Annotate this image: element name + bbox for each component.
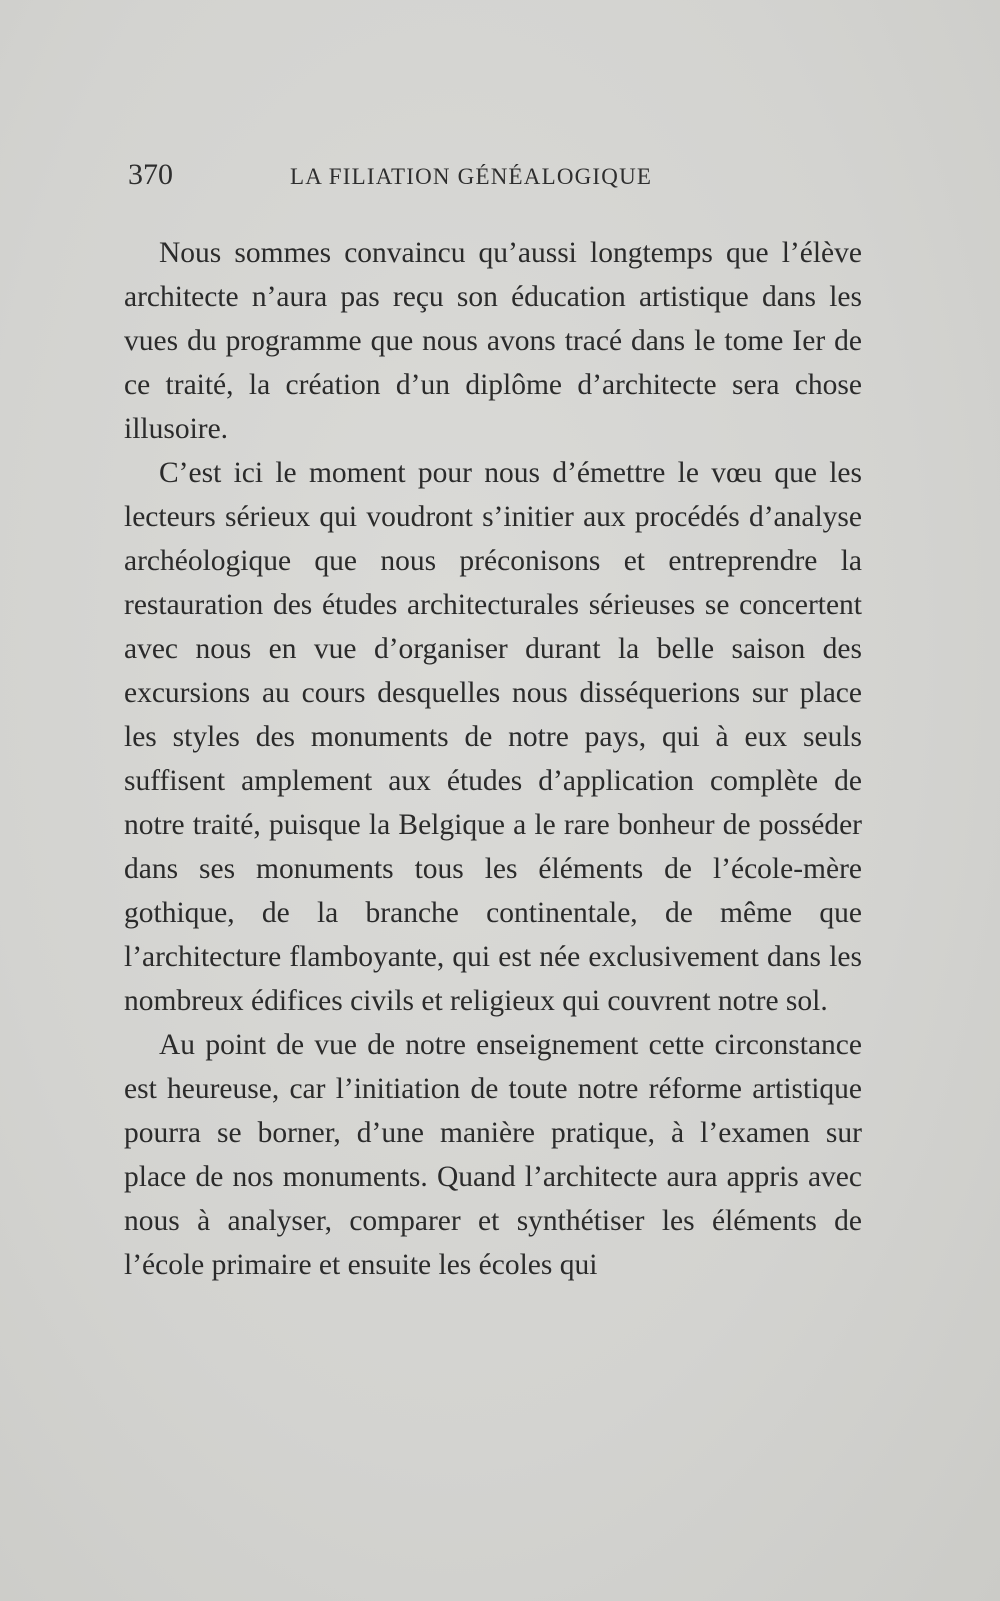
page-number: 370	[128, 158, 173, 191]
paragraph-2: C’est ici le moment pour nous d’émettre le vœu que les lecteurs sérieux qui voudront s’initier aux procédés d’analyse archéologique que nous préconisons et entreprendre la restauration des études architecturales sérieuses se concertent avec nous en vue d’organiser durant la belle saison des excursions au cours desquelles nous disséquerions sur place les styles des monuments de notre pays, qui à eux seuls suffisent amplement aux études d’application complète de notre traité, puisque la Belgique a le rare bonheur de posséder dans ses monuments tous les éléments de l’école-mère gothique, de la branche continentale, de même que l’architecture flamboyante, qui est née exclusivement dans les nombreux édifices civils et religieux qui couvrent notre sol.	[124, 457, 862, 1017]
paragraph-1: Nous sommes convaincu qu’aussi longtemps que l’élève architecte n’aura pas reçu son éducation artistique dans les vues du programme que nous avons tracé dans le tome Ier de ce traité, la création d’un diplôme d’architecte sera chose illusoire.	[124, 237, 862, 445]
page-header	[128, 158, 858, 198]
body-text	[124, 231, 862, 1287]
paragraph-3: Au point de vue de notre enseignement cette circonstance est heureuse, car l’initiation de toute notre réforme artistique pourra se borner, d’une manière pratique, à l’examen sur place de nos monuments. Quand l’architecte aura appris avec nous à analyser, comparer et synthétiser les éléments de l’école primaire et ensuite les écoles qui	[124, 1029, 862, 1281]
running-title: LA FILIATION GÉNÉALOGIQUE	[290, 164, 653, 189]
